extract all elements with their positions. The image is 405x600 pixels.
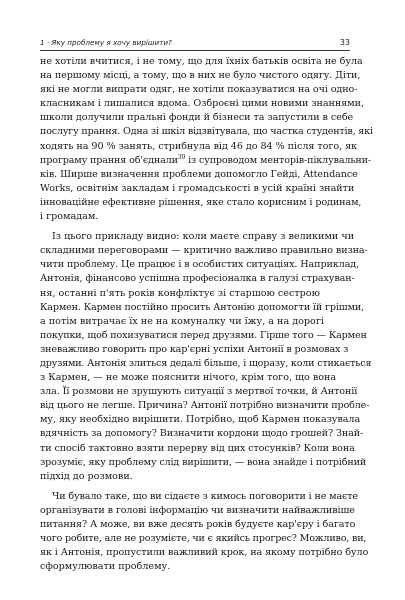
text-fragment: Ширше визначення проблеми допомогло Гейді, Attendance: [60, 168, 358, 180]
text-line: чити проблему. Це працює і в особистих ситуаціях. Наприклад,: [40, 259, 360, 271]
text-fragment: ків.: [40, 168, 58, 180]
text-line: складними переговорами — критично важливо правильно визна-: [40, 245, 368, 257]
text-line: Чи бувало таке, що ви сідаєте з кимось поговорити і не маєте: [52, 490, 358, 502]
text-line: школи долучили пральні фонди й бізнеси та запустили в себе: [40, 112, 354, 124]
footnote-ref: 39: [177, 153, 186, 161]
text-line: як і Антонія, пропустили важливий крок, на якому потрібно було: [40, 547, 369, 559]
text-fragment: програму прання об'єднали: [40, 154, 178, 166]
text-line: друзями. Антонія злиться дедалі більше, і щоразу, коли стикається: [40, 357, 372, 369]
text-line: зла. Її розмови не зрушують ситуації з мертвої точки, й Антонії: [40, 386, 358, 398]
chapter-title: 1 · Яку проблему я хочу вирішити?: [40, 38, 172, 47]
text-line: Із цього прикладу видно: коли маєте справу з великими чи: [52, 231, 355, 243]
text-line: підхід до розмови.: [40, 470, 133, 482]
text-line: з Кармен, — не може пояснити нічого, крім того, що вона: [40, 372, 337, 384]
text-line: покупки, щоб похизуватися перед друзями. Гірше того — Кармен: [40, 329, 367, 341]
text-line: класникам і лишалися вдома. Озброєні цими новими знаннями,: [40, 98, 364, 110]
paragraph-2: [40, 230, 372, 484]
text-line: ходять на 90 % занять, стрибнула від 46 до 84 % після того, як: [40, 140, 358, 152]
text-line: а потім витрачає їх не на комуналку чи їжу, а на дорогі: [40, 315, 324, 327]
body-text: [40, 55, 373, 574]
text-line: Антонія, фінансово успішна професіоналка в галузі страхуван-: [40, 273, 355, 285]
text-line: [40, 168, 358, 182]
text-line: му, яку необхідно вирішити. Потрібно, щоб Кармен показувала: [40, 414, 361, 426]
text-line: не хотіли вчитися, і не тому, що для їхніх батьків освіта не була: [40, 56, 363, 67]
text-line: на першому місці, а тому, що в них не було чистого одягу. Діти,: [40, 70, 361, 82]
text-line: вдячність за допомогу? Визначити кордони щодо грошей? Знай-: [40, 428, 364, 440]
text-line: зрозуміє, яку проблему слід вирішити, — вона знайде і потрібний: [40, 456, 367, 468]
text-line: Кармен. Кармен постійно просить Антонію допомогти їй грішми,: [40, 301, 365, 313]
text-line: сформулювати проблему.: [40, 561, 171, 573]
header-divider: [40, 50, 350, 51]
text-line: питання? А може, ви вже десять років будуєте кар'єру і багато: [40, 519, 356, 530]
text-line: [40, 153, 372, 168]
running-header: [40, 38, 350, 50]
paragraph-3: [40, 490, 369, 575]
paragraph-1: [40, 55, 373, 224]
text-line: і громадам.: [40, 211, 99, 223]
text-line: інноваційне ефективне рішення, яке стало корисним і родинам,: [40, 196, 362, 208]
page-number: 33: [339, 38, 350, 47]
text-line: які не могли випрати одяг, не хотіли показуватися на очі одно-: [40, 84, 358, 96]
text-fragment: із супроводом менторів-піклувальни-: [185, 154, 372, 166]
text-line: організувати в голові інформацію чи визначити найважливіше: [40, 504, 355, 516]
text-line: ти спосіб тактовно взяти перерву від цих стосунків? Коли вона: [40, 442, 355, 454]
text-line: зневажливо говорить про кар'єрні успіхи Антонії в розмовах з: [40, 343, 349, 355]
text-line: чого робите, але не розумієте, чи є якийсь прогрес? Можливо, ви,: [40, 533, 367, 545]
text-line: від цього не легше. Причина? Антонії потрібно визначити пробле-: [40, 400, 370, 412]
text-line: послугу прання. Одна зі шкіл відзвітувала, що частка студентів, які: [40, 126, 373, 138]
text-line: Works, освітнім закладам і громадськості в усій країні знайти: [40, 182, 355, 194]
text-line: ня, останні п'ять років конфліктує зі старшою сестрою: [40, 287, 320, 299]
